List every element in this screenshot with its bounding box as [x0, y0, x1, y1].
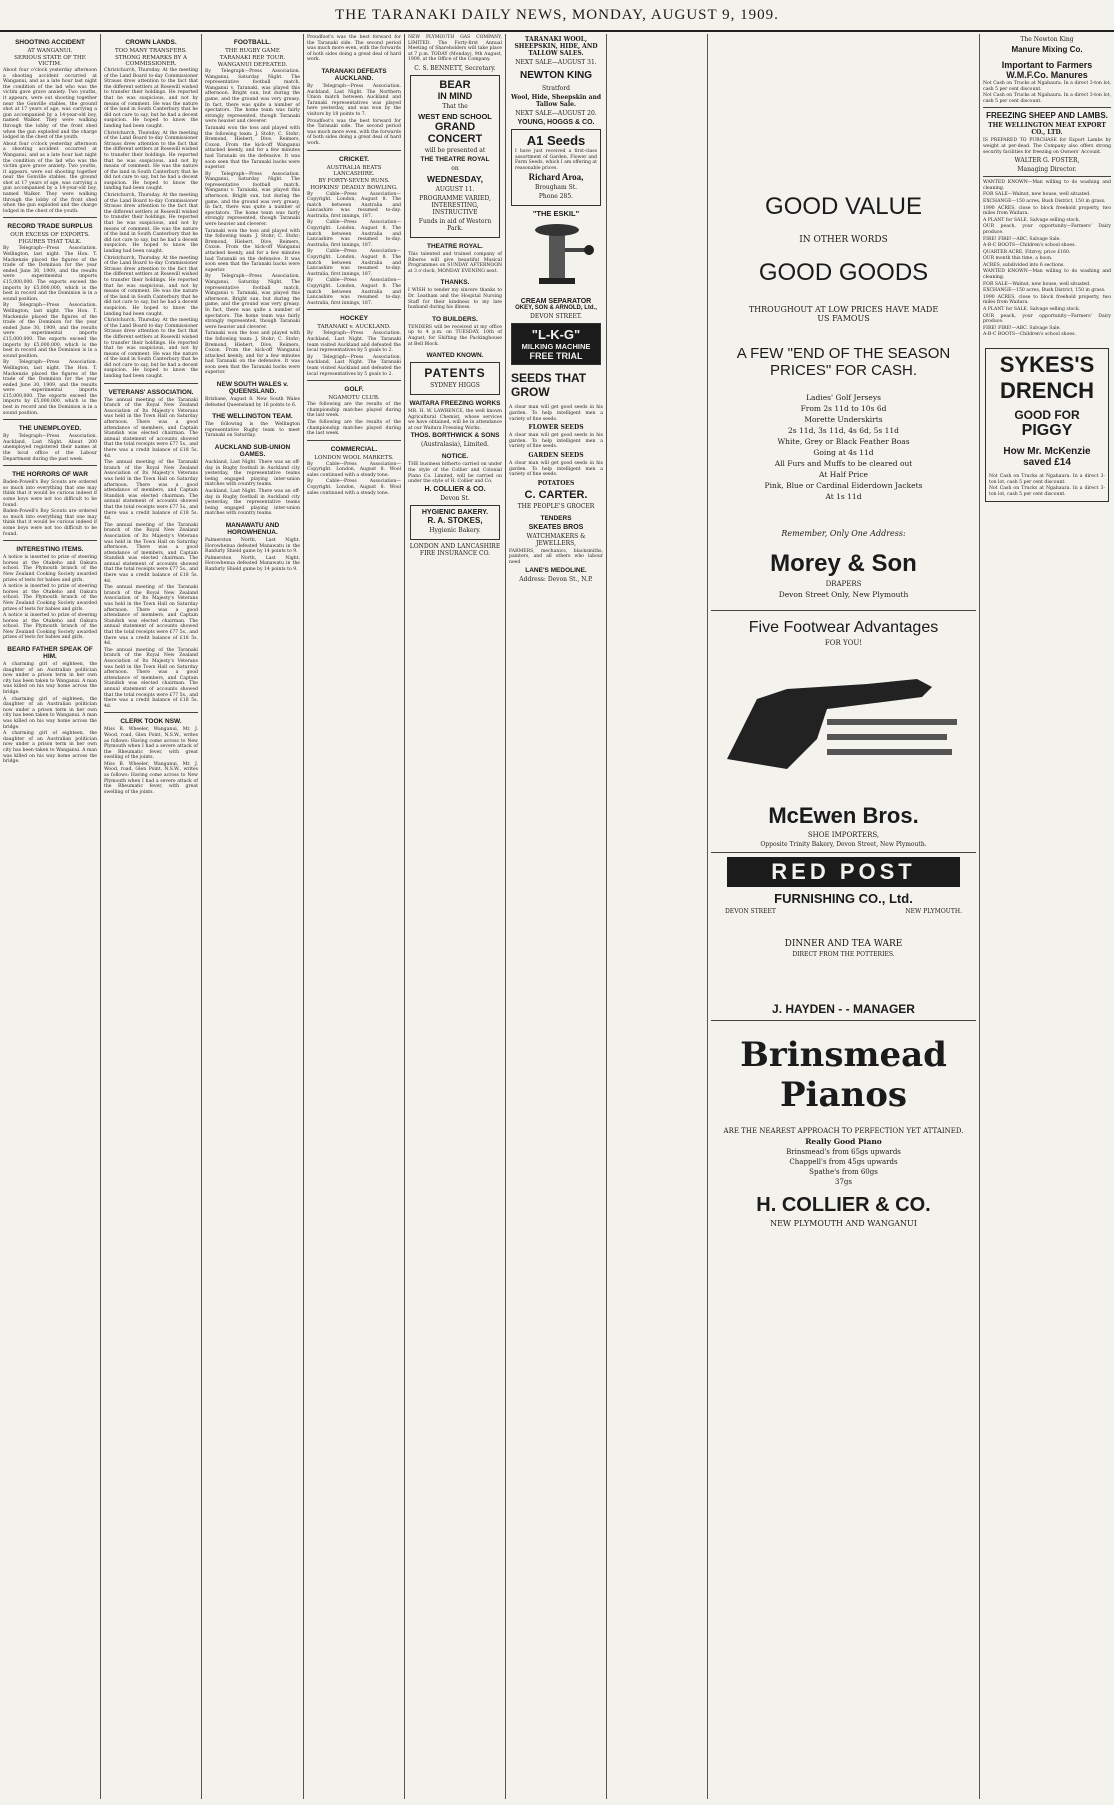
article-text: A charming girl of eighteen, the daughter of an Australian politician now under a prison term in her own city has been taken to Wanganui. A man was killed on his way home across the bridge. — [3, 731, 97, 765]
article-text: By Cable—Press Association—Copyright. London, August 8. The match between Australia and Lancashire was resumed to-day. Australia, first innings, 187. — [307, 220, 401, 248]
classified: OUR peach, your opportunity—Farmers' Dairy produce. — [983, 224, 1111, 235]
okey-name: OKEY, SON & ARNOLD, Ltd., — [515, 305, 597, 312]
cream-title: CREAM SEPARATOR — [520, 298, 592, 306]
brinsmead-price: Brinsmead's from 65gs upwards — [786, 1148, 901, 1156]
milking-title: MILKING MACHINE — [521, 342, 591, 352]
really-good: Really Good Piano — [805, 1137, 882, 1146]
ad-programme: PROGRAMME VARIED, INTERESTING, INSTRUCTIVE — [419, 194, 491, 216]
mcewen-address: Opposite Trinity Bakery, Devon Street, New Plymouth. — [760, 841, 927, 848]
collier-towns: NEW PLYMOUTH AND WANGANUI — [770, 1219, 917, 1228]
morey-address: Devon Street Only, New Plymouth — [778, 590, 909, 599]
classified: EXCHANGE—150 acres, Bush District, 150 in grass. — [983, 198, 1106, 204]
subhead: WANGANUI DEFEATED. — [217, 62, 288, 68]
article-text: By Telegraph—Press Association. Wanganui, Saturday Night. The representative football match, Wanganui v. Taranaki, was played this afternoon. Bright sun, but during the game, and the ground was very greasy. In fact, there was quite a number of spectators. The home team was fairly strongly represented, though Taranaki were heavier and cleverer. — [205, 69, 300, 125]
headline-war: THE HORRORS OF WAR — [12, 471, 88, 479]
divider — [711, 610, 976, 611]
headline-cricket: CRICKET. — [339, 155, 369, 163]
article-text: By Telegraph—Press Association. Wellington, last night. The Hon. T. Mackenzie placed the figures of the trade of the Dominion for the year ended June 30, 1909, and the results were experimental imports £15,000,000. The exports exceed the imports by £5,000,000, which is the best in record and the Dominion is in a sound position. — [3, 360, 97, 416]
footwear-ad — [717, 619, 970, 848]
price-4: At Half Price — [819, 470, 868, 479]
aroa-street: Brougham St. — [534, 184, 578, 192]
article-text: A notice is inserted to prize of steering horses at the Otakeho and Oakura school. The Plymouth branch of the New Zealand Cooking Society awarded prizes of tests for babies and girls. — [3, 555, 97, 583]
article-text: The annual meeting of the Taranaki branch of the Royal New Zealand Association of Its Majesty's Veterans was held in the Town Hall on Saturday afternoon. There was a good attendance of members, and Captain Standish was elected chairman. The annual statement of accounts showed that the total receipts were £77 5s., and there was a credit balance of £18 5s. 4d. — [104, 647, 198, 709]
divider — [711, 852, 976, 853]
headline-football: FOOTBALL. — [233, 39, 272, 46]
article-text: By Telegraph—Press Association. Auckland, Last Night. The Northern Union match between Auckland and Taranaki representatives was played here yesterday, and was won by the visitors by 18 points to 7. — [307, 83, 401, 117]
divider — [3, 540, 97, 541]
aroa-name: Richard Aroa, — [528, 172, 584, 183]
ad-theatre: THE THEATRE ROYAL — [420, 155, 490, 163]
classified: FIRE! FIRE!—ABC. Salvage Sale. — [983, 325, 1061, 331]
subhead: AUSTRALIA BEATS LANCASHIRE. — [326, 164, 382, 177]
freezing-text: IS PREPARED TO PURCHASE for Export Lambs by weight at per-dead. The Company also offers strong security facilities for freezing on Owners' Account. — [983, 138, 1111, 155]
article-text: By Telegraph—Press Association. Auckland, Last Night. The Taranaki team visited Auckland and defeated the local representatives by 5 goals to 2. — [307, 354, 401, 377]
terms-price: 37gs — [835, 1178, 852, 1186]
column-9 — [980, 34, 1114, 1799]
seeds-grow-text: A clear man will get good seeds in his garden. To help intelligent men a variety of fine seeds. — [509, 405, 603, 422]
classified: A-B-C BOOTS—Children's school shoes. — [983, 243, 1076, 249]
price-line-3: White, Grey or Black Feather Boas — [777, 437, 910, 446]
article-text: By Telegraph—Press Association. Auckland, Last Night. The Taranaki team visited Auckland and defeated the local representatives by 5 goals to 2. — [307, 331, 401, 354]
article-text: By Cable—Press Association—Copyright. London, August 8. The match between Australia and Lancashire was resumed to-day. Australia, first innings, 187. — [307, 191, 401, 219]
wmf-manures: W.M.F.Co. Manures — [1006, 70, 1088, 80]
collier-name: H. COLLIER & CO. — [756, 1194, 931, 1216]
seeds-text: I have just received a first-class assortment of Garden, Flower and Farm Seeds, which I am offering at reasonable prices. — [515, 149, 597, 171]
price-3: Going at 4s 11d — [813, 448, 874, 457]
ad-bear: BEAR — [439, 78, 471, 91]
wool-sales: TARANAKI WOOL, SHEEPSKIN, HIDE, AND TALLOW SALES. — [514, 36, 598, 57]
subhead: BY FORTY-SEVEN RUNS. — [318, 177, 390, 184]
aroa-phone: Phone 285. — [538, 193, 574, 201]
article-text: The following are the results of the championship matches played during the last week. — [307, 402, 401, 419]
subhead: FIGURES THAT TALK. — [18, 239, 82, 246]
sykes-ad — [985, 348, 1109, 502]
young-hoggs: YOUNG, HOGGS & CO. — [517, 119, 595, 126]
subhead: LONDON WOOL MARKETS. — [314, 454, 394, 461]
carter-sub: THE PEOPLE'S GROCER — [517, 502, 595, 510]
divider — [104, 383, 198, 384]
masthead — [0, 0, 1114, 32]
concert-ad — [410, 75, 500, 238]
medoline: LANE'S MEDOLINE. — [525, 566, 587, 574]
divider — [3, 217, 97, 218]
subhead: SERIOUS STATE OF THE VICTIM. — [14, 55, 86, 67]
pointing-hand-illustration — [717, 649, 967, 799]
bakery-title: HYGIENIC BAKERY. — [421, 508, 489, 516]
sykes-title: SYKES'S — [999, 352, 1095, 377]
collier-name: H. COLLIER & CO. — [424, 485, 486, 493]
article-text: By Cable—Press Association—Copyright. London, August 8. The match between Australia and Lancashire was resumed to-day. Australia, first innings, 187. — [307, 249, 401, 277]
ad-funds: Funds in aid of Western Park. — [418, 217, 492, 232]
article-text: A charming girl of eighteen, the daughter of an Australian politician now under a prison term in her own city has been taken to Wanganui. A man was killed on his way home across the bridge. — [3, 696, 97, 730]
footwear-title: Five Footwear Advantages — [748, 619, 939, 636]
potatoes: POTATOES — [537, 479, 575, 487]
lkg-title: "L-K-G" — [531, 327, 581, 343]
column-1 — [0, 34, 101, 1799]
footwear-for-you: FOR YOU! — [824, 639, 863, 647]
article-text: Auckland, Last Night. There was an off-day in Rugby football in Auckland city yesterday, the representative teams being engaged playing inter-union matches with country teams. — [205, 460, 300, 488]
ad-on: on — [451, 164, 459, 172]
headline-unemployed: THE UNEMPLOYED. — [18, 425, 82, 433]
flower-seeds: FLOWER SEEDS — [528, 424, 584, 432]
redpost-town: NEW PLYMOUTH. — [905, 908, 962, 915]
borthwick: THOS. BORTHWICK & SONS — [410, 432, 500, 440]
remember-line: Remember, Only One Address: — [781, 529, 906, 538]
article-text: Miss B. Wheeler, Wanganui, Mr. J. Wood, road, Glen Point, N.S.W., writes as follows: Having come across to New Plymouth when I had a severe attack of the Rheumatic fever, with great swelling of the joints. — [104, 727, 198, 761]
next-sale: NEXT SALE—AUGUST 20. — [515, 110, 597, 117]
classified: A-B-C BOOTS—Children's school shoes. — [983, 332, 1076, 338]
divider — [307, 309, 401, 310]
stokes-name: R. A. STOKES, — [427, 515, 483, 525]
classified: WANTED KNOWN—Man willing to do washing and cleaning. — [983, 269, 1111, 281]
chappell-price: Chappell's from 45gs upwards — [789, 1158, 898, 1166]
patents-ad — [410, 362, 500, 395]
seeds-ad — [511, 129, 601, 206]
seeds-grow-title: SEEDS THAT GROW — [511, 371, 587, 400]
a1-seeds: A1 Seeds — [526, 133, 586, 148]
divider — [307, 150, 401, 151]
foster-name: WALTER G. FOSTER, — [1014, 157, 1080, 165]
spathe-price: Spathe's from 60gs — [809, 1168, 878, 1176]
headline-wellington: THE WELLINGTON TEAM. — [212, 413, 293, 421]
newton-king-top: The Newton King — [1020, 36, 1074, 43]
headline-commercial: COMMERCIAL. — [330, 445, 378, 453]
headline-shooting: SHOOTING ACCIDENT — [15, 39, 85, 46]
divider — [307, 380, 401, 381]
borthwick-sub: (Australasia), Limited. — [421, 441, 489, 449]
subhead: TOO MANY TRANSFERS. — [115, 48, 187, 54]
headline-nsw: NEW SOUTH WALES v. QUEENSLAND. — [216, 381, 289, 396]
article-text: The following are the results of the championship matches played during the last week. — [307, 419, 401, 437]
article-text: Proudfoot's was the best forward for the Taranaki side. The second period was much more even, with the forwards of both sides doing a great deal of hard work. — [307, 118, 401, 146]
classified: EXCHANGE—150 acres, Bush District, 150 in grass. — [983, 288, 1106, 294]
article-text: About four o'clock yesterday afternoon a shooting accident occurred at Wanganui, and as a late hour last night the condition of the lad who was the victim gave grave anxiety. Two youths, it appears, were out shooting together near the Gonville stables, the ground shot at 17 years of age, was carrying a gun accompanied by a 14-year-old boy, named Walker. They were walking through the lobby of the front shed when the gun exploded and the charge lodged in the chest of the youth. — [3, 68, 97, 141]
headline-trade: RECORD TRADE SURPLUS — [7, 223, 93, 231]
price-1: From 2s 11d to 10s 6d — [800, 404, 887, 413]
subhead: THE RUGBY GAME — [225, 48, 280, 54]
important-farmers: Important to Farmers — [1001, 60, 1093, 70]
article-text: The annual meeting of the Taranaki branch of the Royal New Zealand Association of Its Majesty's Veterans was held in the Town Hall on Saturday afternoon. There was a good attendance of members, and Captain Standish was elected chairman. The annual statement of accounts showed that the total receipts were £77 5s., and there was a credit balance of £18 5s. 4d. — [104, 522, 198, 584]
article-text: By Telegraph—Press Association. Wanganui, Saturday Night. The representative football match, Wanganui v. Taranaki, was played this afternoon. Bright sun, but during the game, and the ground was very greasy. In fact, there was quite a number of spectators. The home team was fairly strongly represented, though Taranaki were heavier and cleverer. — [205, 171, 300, 228]
direct-potteries: DIRECT FROM THE POTTERIES. — [792, 951, 895, 958]
article-text: Taranaki won the toss and played with the following team: J. Stohr; C. Stohr; Bremond, Hiebert, Dive, Reimers, Coxon. From the kick-off Wanganui attacked keenly, and for a few minutes had Taranaki on the defensive. It was soon seen that the Taranaki backs were superior. — [205, 228, 300, 273]
divider — [3, 419, 97, 420]
signature: C. S. BENNETT, Secretary. — [414, 64, 496, 72]
seeds-grow-text: A clear man will get good seeds in his garden. To help intelligent men a variety of fine seeds. — [509, 460, 603, 478]
column-4 — [304, 34, 405, 1799]
classified: FIRE! FIRE!—ABC. Salvage Sale. — [983, 236, 1061, 242]
article-text: By Cable—Press Association—Copyright. London, August 8. The match between Australia and Lancashire was resumed to-day. Australia, first innings, 187. — [307, 278, 401, 306]
headline-items: INTERESTING ITEMS. — [16, 546, 84, 554]
ad-concert: CONCERT — [427, 132, 483, 145]
divider — [307, 440, 401, 441]
in-other-words: IN OTHER WORDS — [799, 235, 888, 245]
patents-name: SYDNEY HIGGS — [430, 382, 480, 390]
wool-hide: Wool, Hide, Sheepskin and Tallow Sale. — [510, 94, 602, 108]
notice-text: NEW PLYMOUTH GAS COMPANY, LIMITED. The Forty-first Annual Meeting of Shareholders will take place at 7 p.m. TODAY (Monday), 9th August, 1909, at the Office of the Company. — [408, 35, 502, 63]
headline-golf: GOLF. — [344, 386, 364, 394]
article-text: A notice is inserted to prize of steering horses at the Otakeho and Oakura school. The Plymouth branch of the New Zealand Cooking Society awarded prizes of tests for babies and girls. — [3, 613, 97, 641]
article-text: By Cable—Press Association—Copyright. London, August 8. Wool sales continued with a steady tone. — [307, 479, 401, 496]
foster-title: Managing Director. — [1017, 166, 1077, 174]
article-text: The following is the Wellington representative Rugby team to meet Taranaki on Saturday. — [205, 422, 300, 439]
sykes-text: Not Cash on Trucks at Ngahaura. In a direct 3-ton lot, cash 5 per cent discount. — [989, 474, 1105, 485]
article-text: By Telegraph—Press Association. Wellington, last night. The Hon. T. Mackenzie placed the figures of the trade of the Dominion for the year ended June 30, 1909, and the results were experimental imports £15,000,000. The exports exceed the imports by £5,000,000, which is the best in record and the Dominion is in a sound position. — [3, 246, 97, 302]
classified: OUR peach, your opportunity—Farmers' Dairy produce. — [983, 313, 1111, 325]
headline-thanks: THANKS. — [440, 279, 470, 287]
price-line-4: All Furs and Muffs to be cleared out — [774, 459, 913, 468]
subhead: AT WANGANUI. — [27, 48, 73, 54]
article-text: A charming girl of eighteen, the daughter of an Australian politician now under a prison term in her own city has been taken to Wanganui. A man was killed on his way home across the bridge. — [3, 662, 97, 696]
okey-street: DEVON STREET. — [530, 313, 582, 321]
medoline-address: Address: Devon St., N.P. — [519, 575, 593, 583]
subhead: TARANAKI REP. TOUR. — [219, 55, 286, 61]
hayden-manager: J. HAYDEN - - MANAGER — [772, 1002, 915, 1016]
article-text: Brisbane, August 8. New South Wales defeated Queensland by 16 points to 6. — [205, 397, 300, 408]
redpost-street: DEVON STREET — [725, 908, 776, 915]
column-5 — [405, 34, 506, 1799]
classified: FOR SALE—Walnut, new house, well situated. — [983, 281, 1091, 287]
manure-text: Not Cash on Trucks at Ngahaura. In a direct 3-ton lot, cash 5 per cent discount. — [983, 93, 1111, 104]
redpost-address-row — [725, 906, 962, 917]
classified: 1990 ACRES, close to block freehold property, two miles from Waitara. — [983, 205, 1111, 217]
pianos-title: Pianos — [779, 1075, 908, 1115]
manure-mixing: Manure Mixing Co. — [1011, 45, 1083, 54]
article-text: The annual meeting of the Taranaki branch of the Royal New Zealand Association of Its Majesty's Veterans was held in the Town Hall on Saturday afternoon. There was a good attendance of members, and Captain Standish was elected chairman. The annual statement of accounts showed that the total receipts were £77 5s., and there was a credit balance of £18 5s. 4d. — [104, 585, 198, 647]
article-text: Baden-Powell's Boy Scouts are ordered so much into everything that one may think that it would be curious indeed if some boys were not too difficult to be found. — [3, 509, 97, 537]
article-text: Christchurch, Thursday. At the meeting of the Land Board to-day Commissioner Strauss drew attention to the fact that the different settlers at Rosewill wished to transfer their holdings. He reported that he was suspicious, and not by means of comment. He was the nature of the land in South Canterbury that he did not care to say, but he had a decent suspicion. He hoped to know the landing had been caught. — [104, 318, 198, 380]
divider — [3, 465, 97, 466]
farmers-text: FARMERS, mechanics, blacksmiths, painters, and all others who labour need — [509, 548, 603, 565]
dinner-tea: DINNER AND TEA WARE — [784, 939, 903, 949]
skeates-sub: WATCHMAKERS & JEWELLERS, — [526, 532, 586, 547]
freezing-title: FREEZING SHEEP AND LAMBS. — [986, 111, 1108, 121]
masthead-title: THE TARANAKI DAILY NEWS, MONDAY, AUGUST 9, 1909. — [335, 7, 779, 23]
article-text: Christchurch, Thursday. At the meeting of the Land Board to-day Commissioner Strauss drew attention to the fact that the different settlers at Rosewill wished to transfer their holdings. He reported that he was suspicious, and not by means of comment. He was the nature of the land in South Canterbury that he did not care to say, but he had a decent suspicion. He hoped to know the landing had been caught. — [104, 255, 198, 317]
headline-waitara: WAITARA FREEZING WORKS — [409, 400, 501, 408]
classified: WANTED KNOWN—Man willing to do washing and cleaning. — [983, 180, 1111, 191]
wellington-meat: THE WELLINGTON MEAT EXPORT CO., LTD. — [988, 122, 1106, 137]
divider — [983, 176, 1111, 177]
ad-wednesday: WEDNESDAY, — [427, 173, 483, 184]
redpost-title: RED POST — [727, 857, 960, 887]
price-2: 2s 11d, 3s 11d, 4s 6d, 5s 11d — [788, 426, 899, 435]
season-prices: A FEW "END OF THE SEASON PRICES" FOR CASH. — [736, 345, 951, 379]
drench-title: DRENCH — [999, 378, 1095, 403]
wool-next: NEXT SALE—AUGUST 31. — [515, 59, 597, 66]
subhead: TARANAKI v. AUCKLAND. — [317, 324, 391, 331]
brinsmead-title: Brinsmead — [740, 1035, 947, 1075]
article-text: Proudfoot's was the best forward for the Taranaki side. The second period was much more even, with the forwards of both sides doing a great deal of hard work. — [307, 35, 401, 63]
garden-seeds: GARDEN SEEDS — [528, 451, 584, 459]
subhead: STRONG REMARKS BY A COMMISSIONER. — [115, 55, 187, 67]
skeates: SKEATES BROS — [528, 523, 584, 531]
article-text: By Cable—Press Association—Copyright. London, August 8. Wool sales continued with a steady tone. — [307, 461, 401, 478]
stratford: Stratford — [542, 85, 570, 92]
divider — [104, 712, 198, 713]
column-2 — [101, 34, 202, 1799]
ad-school: WEST END SCHOOL — [418, 111, 492, 121]
classified: A PLANT for SALE. Salvage selling stock. — [983, 217, 1081, 223]
eskil-title: "THE ESKIL" — [532, 209, 580, 219]
headline-builders: TO BUILDERS. — [432, 315, 478, 323]
ad-that: That the — [442, 102, 468, 110]
morey-name: Morey & Son — [770, 550, 917, 577]
ad-inmind: IN MIND — [437, 90, 473, 101]
headline-manawatu: MANAWATU AND HOROWHENUA. — [225, 521, 280, 536]
mckenzie: How Mr. McKenzie saved £14 — [1003, 446, 1091, 468]
manure-text: Not Cash on Trucks at Ngahaura. In a direct 3-ton lot, cash 5 per cent discount. — [983, 81, 1111, 92]
article-text: Christchurch, Thursday. At the meeting of the Land Board to-day Commissioner Strauss drew attention to the fact that the different settlers at Rosewill wished to transfer their holdings. He reported that he was suspicious, and not by means of comment. He was the nature of the land in South Canterbury that he did not care to say, but he had a decent suspicion. He hoped to know the landing had been caught. — [104, 193, 198, 254]
drapers: DRAPERS — [825, 580, 862, 588]
ad-willbe: will be presented at — [424, 146, 486, 154]
notice-text: MR. H. W. LAWRENCE, the well known Agricultural Chemist, whose services we have obtained, will be in attendance at our Waitara Freezing Works. — [408, 409, 502, 431]
article-text: Baden-Powell's Boy Scouts are ordered so much into everything that one may think that it would be curious indeed if some boys were not too difficult to be found. — [3, 480, 97, 508]
price-5: At 1s 11d — [825, 492, 862, 501]
notice-text: THE business hitherto carried on under the style of the Collier and Colonial Piano Co. Limited, will be carried on under the style of H. Collier and Co. — [408, 462, 502, 485]
article-text: Palmerston North, Last Night. Horowhenua defeated Manawatu in the Ranfurly Shield game by 14 points to 9. — [205, 555, 300, 572]
headline-theatre: THEATRE ROYAL. — [427, 242, 483, 250]
price-line-2: Morette Underskirts — [804, 415, 883, 424]
subhead: HOPKINS' DEADLY BOWLING. — [310, 184, 398, 191]
price-line-1: Ladies' Golf Jerseys — [806, 393, 881, 402]
lkg-ad — [511, 323, 601, 365]
notice-text: I WISH to tender my sincere thanks to Dr. Leatham and the Hospital Nursing Staff for their kindness to my late husband during his illness. — [408, 288, 502, 311]
morey-ad — [717, 38, 970, 606]
article-text: By Telegraph—Press Association. Auckland, Last Night. About 200 unemployed registered their names at the local office of the Labour Department during the past week. — [3, 434, 97, 462]
ad-grand: GRAND — [434, 120, 476, 133]
subhead: NGAMOTU CLUB. — [328, 395, 380, 402]
mcewen-name: McEwen Bros. — [768, 803, 919, 828]
newton-king: NEWTON KING — [519, 70, 593, 81]
good-goods: GOOD GOODS — [758, 259, 929, 286]
divider — [711, 1020, 976, 1021]
mcewen-sub: SHOE IMPORTERS, — [807, 831, 880, 839]
collier-street: Devon St. — [440, 494, 470, 502]
classified: ACRES, subdivided into 6 sections. — [983, 262, 1065, 268]
article-text: About four o'clock yesterday afternoon a shooting accident occurred at Wanganui, and as a late hour last night the condition of the lad who was the victim gave grave anxiety. Two youths, it appears, were out shooting together near the Gonville stables, the ground shot at 17 years of age, was carrying a gun accompanied by a 14-year-old boy, named Walker. They were walking through the lobby of the front shed when the gun exploded and the charge lodged in the chest of the youth. — [3, 141, 97, 214]
headline-auckland-sub: AUCKLAND SUB-UNION GAMES. — [214, 444, 291, 459]
nearest-perfection: ARE THE NEAREST APPROACH TO PERFECTION YET ATTAINED. — [723, 1127, 964, 1135]
classified: QUARTER ACRE, Fitzroy, price £160. — [983, 249, 1071, 255]
subhead: OUR EXCESS OF EXPORTS. — [10, 232, 90, 239]
famous-text: THROUGHOUT AT LOW PRICES HAVE MADE US FAMOUS — [748, 305, 939, 323]
article-text: Palmerston North, Last Night. Horowhenua defeated Manawatu in the Ranfurly Shield game by 14 points to 9. — [205, 537, 300, 555]
notice-text: This talented and trained company of Riberos will give beautiful Musical Programmes on SUNDAY AFTERNOON at 3 o'clock, MONDAY EVENING next. — [408, 251, 502, 274]
good-value: GOOD VALUE — [765, 193, 922, 220]
article-text: By Telegraph—Press Association. Wanganui, Saturday Night. The representative football match, Wanganui v. Taranaki, was played this afternoon. Bright sun, but during the game, and the ground was very greasy. In fact, there was quite a number of spectators. The home team was fairly strongly represented, though Taranaki were heavier and cleverer. — [205, 274, 300, 330]
free-trial: FREE TRIAL — [529, 351, 583, 362]
article-text: Taranaki won the toss and played with the following team: J. Stohr; C. Stohr; Bremond, Hiebert, Dive, Reimers, Coxon. From the kick-off Wanganui attacked keenly, and for a few minutes had Taranaki on the defensive. It was soon seen that the Taranaki backs were superior. — [205, 331, 300, 376]
headline-notice: NOTICE. — [441, 453, 469, 461]
redpost-furnishing: FURNISHING CO., Ltd. — [774, 891, 913, 906]
divider — [983, 107, 1111, 108]
ad-date: AUGUST 11. — [435, 185, 475, 193]
headline-hockey: HOCKEY — [340, 315, 368, 323]
headline-clerk: CLERK TOOK NSW. — [120, 718, 182, 726]
article-text: Miss B. Wheeler, Wanganui, Mr. J. Wood, road, Glen Point, N.S.W., writes as follows: Having come across to New Plymouth when I had a severe attack of the Rheumatic fever, with great swelling of the joints. — [104, 761, 198, 795]
stokes-sub: Hygienic Bakery. — [429, 526, 481, 534]
article-text: Taranaki won the toss and played with the following team: J. Stohr; C. Stohr; Bremond, Hiebert, Dive, Reimers, Coxon. From the kick-off Wanganui attacked keenly, and for a few minutes had Taranaki on the defensive. It was soon seen that the Taranaki backs were superior. — [205, 125, 300, 171]
brinsmead-ad — [717, 1035, 970, 1228]
article-text: Auckland, Last Night. There was an off-day in Rugby football in Auckland city yesterday, the representative teams being engaged playing inter-union matches with country teams. — [205, 489, 300, 517]
headline-taranaki: TARANAKI DEFEATS AUCKLAND. — [321, 67, 387, 82]
column-7 — [607, 34, 708, 1799]
insurance: LONDON AND LANCASHIRE FIRE INSURANCE CO. — [409, 542, 501, 557]
goodfor: GOOD FOR — [1014, 408, 1080, 422]
sykes-text: Not Cash on Trucks at Ngahaura. In a direct 3-ton lot, cash 5 per cent discount. — [989, 486, 1105, 497]
article-text: Christchurch, Thursday. At the meeting of the Land Board to-day Commissioner Strauss drew attention to the fact that the different settlers at Rosewill wished to transfer their holdings. He reported that he was suspicious, and not by means of comment. He was the nature of the land in South Canterbury that he did not care to say, but he had a decent suspicion. He hoped to know the landing had been caught. — [104, 68, 198, 129]
classified: FOR SALE—Walnut, new house, well situated. — [983, 192, 1091, 198]
piggy: PIGGY — [1021, 422, 1073, 439]
carter-name: C. CARTER. — [524, 488, 588, 501]
bakery-ad — [410, 505, 500, 540]
article-text: Christchurch, Thursday. At the meeting of the Land Board to-day Commissioner Strauss drew attention to the fact that the different settlers at Rosewill wished to transfer their holdings. He reported that he was suspicious, and not by means of comment. He was the nature of the land in South Canterbury that he did not care to say, but he had a decent suspicion. He hoped to know the landing had been caught. — [104, 130, 198, 192]
headline-crown: CROWN LANDS. — [125, 39, 177, 46]
tenders: TENDERS — [540, 514, 572, 522]
classified: 1990 ACRES, close to block freehold property, two miles from Waitara. — [983, 294, 1111, 306]
patents-title: PATENTS — [424, 366, 486, 381]
redpost-ad — [717, 857, 970, 1016]
article-text: By Telegraph—Press Association. Wellington, last night. The Hon. T. Mackenzie placed the figures of the trade of the Dominion for the year ended June 30, 1909, and the results were experimental imports £15,000,000. The exports exceed the imports by £5,000,000, which is the best in record and the Dominion is in a sound position. — [3, 303, 97, 359]
ad-column — [708, 34, 980, 1799]
headline-veterans: VETERANS' ASSOCIATION. — [108, 388, 194, 396]
headline-beard: BEARD FATHER SPEAK OF HIM. — [7, 646, 93, 661]
price-line-5: Pink, Blue or Cardinal Eiderdown Jackets — [764, 481, 923, 490]
seeds-grow-text: A clear man will get good seeds in his garden. To help intelligent men a variety of fine seeds. — [509, 433, 603, 450]
article-text: The annual meeting of the Taranaki branch of the Royal New Zealand Association of Its Majesty's Veterans was held in the Town Hall on Saturday afternoon. There was a good attendance of members, and Captain Standish was elected chairman. The annual statement of accounts showed that the total receipts were £77 5s., and there was a credit balance of £18 5s. 4d. — [104, 460, 198, 522]
separator-illustration — [509, 218, 604, 298]
article-text: A notice is inserted to prize of steering horses at the Otakeho and Oakura school. The Plymouth branch of the New Zealand Cooking Society awarded prizes of tests for babies and girls. — [3, 584, 97, 612]
headline-wanted: WANTED KNOWN. — [426, 352, 484, 360]
notice-text: TENDERS will be received at my office up to 4 p.m. on TUESDAY, 10th of August, for Shifting the Packinghouse at Bell Block. — [408, 324, 502, 347]
article-text: The annual meeting of the Taranaki branch of the Royal New Zealand Association of Its Majesty's Veterans was held in the Town Hall on Saturday afternoon. There was a good attendance of members, and Captain Standish was elected chairman. The annual statement of accounts showed that the total receipts were £77 5s., and there was a credit balance of £18 5s. 4d. — [104, 397, 198, 459]
column-3 — [202, 34, 304, 1799]
classified: A PLANT for SALE. Salvage selling stock. — [983, 307, 1081, 313]
classified: OUR month this time, a boon. — [983, 256, 1053, 262]
column-6 — [506, 34, 607, 1799]
